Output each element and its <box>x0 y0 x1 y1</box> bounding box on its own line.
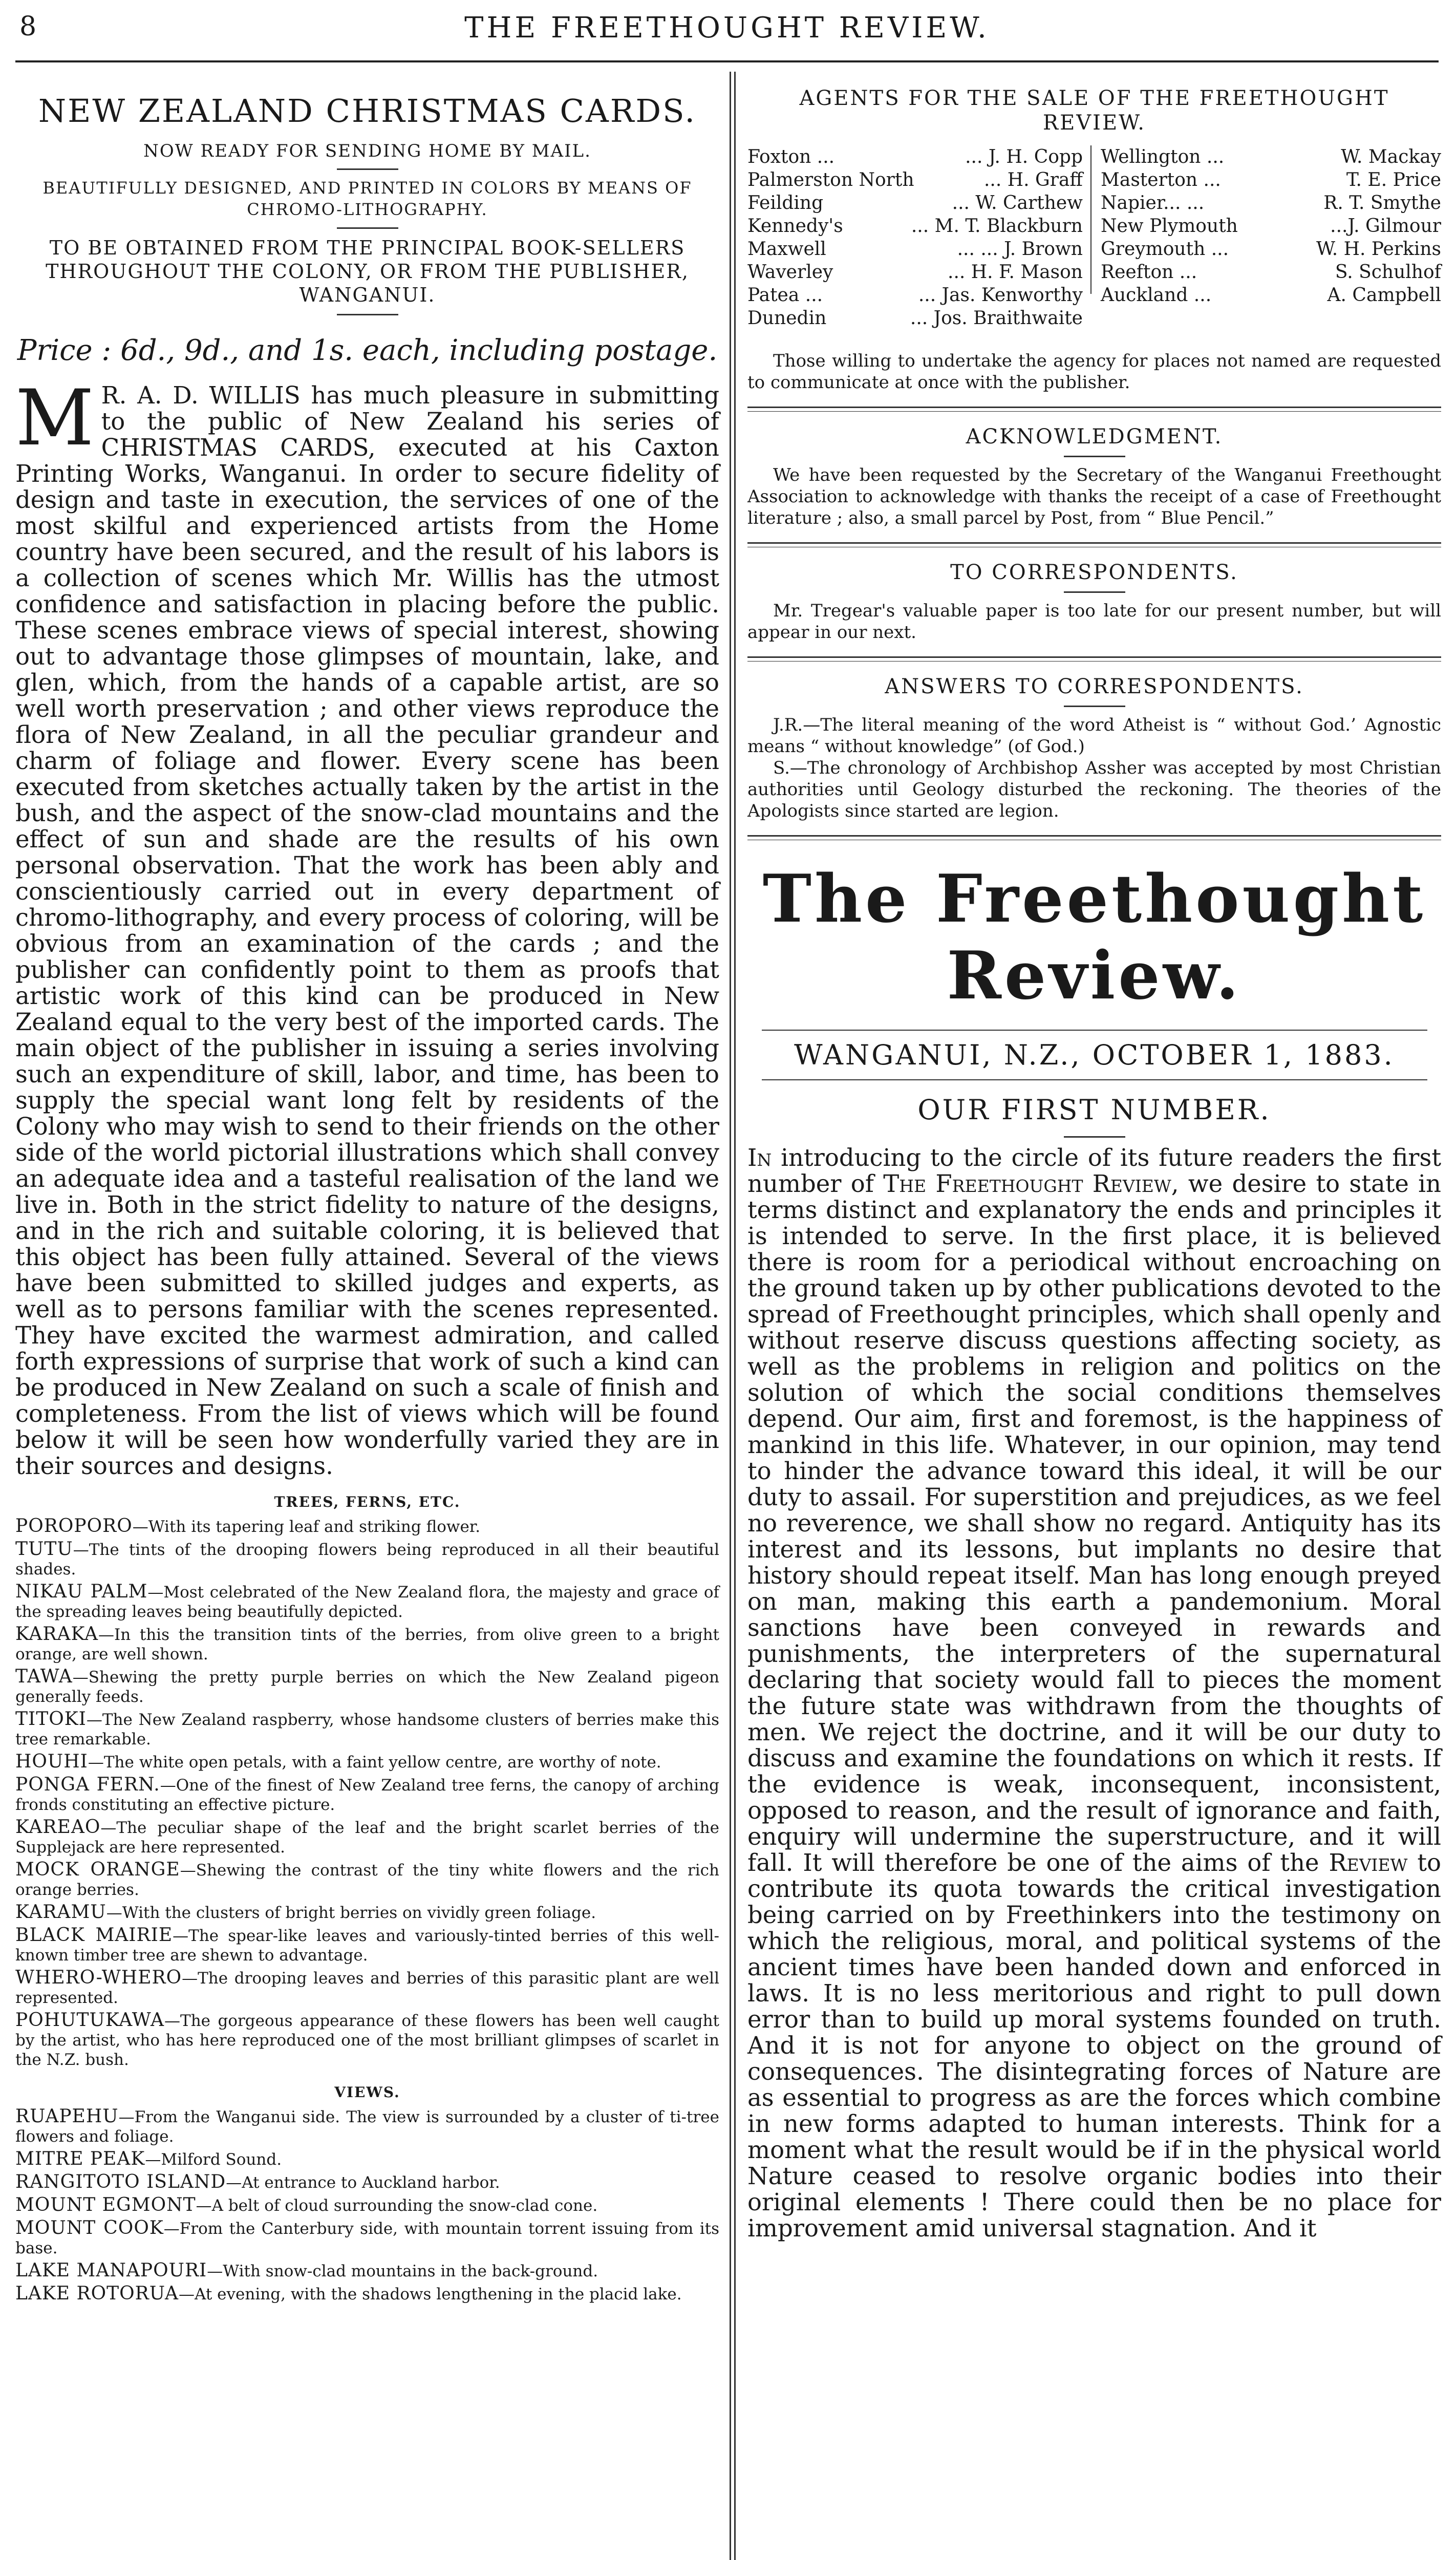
agent-place: New Plymouth <box>1101 216 1238 237</box>
journal-name: The Freethought Review, <box>883 1170 1179 1198</box>
editorial-pre: introducing to the circle of its future readers the first number of <box>747 1144 1442 1198</box>
tree-item-name: POHUTUKAWA <box>15 2010 165 2031</box>
tree-item-desc: —Most celebrated of the New Zealand flora, the majesty and grace of the spreading leaves being beautifully depicted. <box>15 1583 720 1621</box>
correspondents-title: TO CORRESPONDENTS. <box>950 561 1238 584</box>
masthead-rule <box>762 1030 1427 1031</box>
short-rule <box>337 168 398 170</box>
tree-item-name: PONGA FERN. <box>15 1774 160 1795</box>
tree-item <box>15 1625 719 1664</box>
view-item <box>15 2172 719 2192</box>
views-list-title: VIEWS. <box>334 2084 400 2101</box>
tree-item-desc: —With its tapering leaf and striking flower. <box>132 1518 481 1536</box>
agent-name: ...J. Gilmour <box>1330 216 1441 237</box>
left-column <box>15 72 719 2307</box>
tree-item <box>15 1667 719 1706</box>
agent-name: ... H. F. Mason <box>948 262 1083 283</box>
agent-row <box>1101 191 1441 215</box>
tree-item-name: WHERO-WHERO <box>15 1967 182 1988</box>
short-rule <box>1064 591 1125 593</box>
agent-name: ... J. H. Copp <box>965 146 1083 167</box>
view-item-desc: —At entrance to Auckland harbor. <box>226 2173 500 2192</box>
review-name: Review <box>1329 1849 1408 1876</box>
tree-item-name: KARAKA <box>15 1624 98 1645</box>
view-item-name: RUAPEHU <box>15 2106 119 2127</box>
agent-row <box>747 215 1083 238</box>
view-item <box>15 2218 719 2258</box>
tree-item-name: KAREAO <box>15 1817 101 1838</box>
tree-item-desc: —With the clusters of bright berries on vividly green foliage. <box>106 1904 596 1922</box>
agent-name: A. Campbell <box>1327 285 1441 306</box>
agent-row <box>1101 284 1441 307</box>
page-number: 8 <box>19 11 37 42</box>
agent-place: Foxton ... <box>747 146 835 167</box>
agent-place: Napier... ... <box>1101 193 1205 214</box>
running-head <box>15 11 1439 45</box>
answer-s: S.—The chronology of Archbishop Assher was accepted by most Christian authorities until Geology disturbed the reckoning. The theories of the Apologists since started are legion. <box>747 758 1441 821</box>
tree-item-name: BLACK MAIRIE <box>15 1925 173 1946</box>
short-rule <box>337 314 398 315</box>
view-item-name: LAKE MANAPOURI <box>15 2260 207 2281</box>
tree-item-name: POROPORO <box>15 1516 133 1537</box>
tree-item-desc: —The tints of the drooping flowers being reproduced in all their beautiful shades. <box>15 1541 719 1578</box>
price-line: Price : 6d., 9d., and 1s. each, including postage. <box>17 334 718 367</box>
short-rule <box>337 227 398 229</box>
header-rule <box>15 60 1439 62</box>
agent-row <box>747 238 1083 261</box>
agent-place: Waverley <box>747 262 833 283</box>
acknowledgment-text: We have been requested by the Secretary of the Wanganui Freethought Association to acknowledge with thanks the receipt of a case of Freethought literature ; also, a small parcel by Post, from “ Blue Pencil.” <box>747 465 1441 528</box>
tree-item-desc: —The spear-like leaves and variously-tinted berries of this well-known timber tree are shewn to advantage. <box>15 1927 719 1965</box>
editorial-text: we desire to state in terms distinct and explanatory the ends and principles it is intended to serve. In the first place, it is believed there is room for a periodical without encroaching on the ground taken up by other publications devoted to the spread of Freethought principles, which shall openly and without reserve discuss questions affecting society, as well as the problems in religion and politics on the solution of which the social conditions themselves depend. Our aim, first and foremost, is the happiness of mankind in this life. Whatever, in our opinion, may tend to hinder the advance toward this ideal, it will be our duty to assail. For superstition and prejudices, as we feel no reverence, we shall show no regard. Antiquity has its interest and its lessons, but implants no desire that history should repeat itself. Man has long enough preyed on man, making this earth a pandemonium. Moral sanctions have been conveyed in rewards and punishments, the interpreters of the supernatural declaring that society would fall to pieces the moment the future state was withdrawn from the thoughts of men. We reject the doctrine, and it will be our duty to discuss and examine the foundations on which it rests. If the evidence is weak, inconsequent, inconsistent, opposed to reason, and the result of ignorance and faith, enquiry will undermine the superstructure, and it will fall. It will therefore be one of the aims of the <box>747 1170 1442 1876</box>
trees-list-title: TREES, FERNS, ETC. <box>274 1494 461 1510</box>
tree-item <box>15 2011 719 2070</box>
view-item-desc: —At evening, with the shadows lengthening in the placid lake. <box>179 2285 682 2303</box>
masthead-rule <box>762 1079 1427 1080</box>
agent-place: Feilding <box>747 193 824 214</box>
tree-item-desc: —Shewing the pretty purple berries on which the New Zealand pigeon generally feeds. <box>15 1668 719 1706</box>
column-divider <box>734 72 736 2560</box>
tree-item-desc: —Shewing the contrast of the tiny white flowers and the rich orange berries. <box>15 1861 719 1899</box>
agents-left-column <box>747 145 1083 330</box>
christmas-ad-body <box>15 374 719 1480</box>
view-item <box>15 2261 719 2281</box>
editorial-body <box>747 1145 1441 2242</box>
agent-place: Masterton ... <box>1101 169 1221 190</box>
agent-place: Reefton ... <box>1101 262 1197 283</box>
agents-divider <box>1090 145 1091 294</box>
agent-place: Patea ... <box>747 285 823 306</box>
answers-title: ANSWERS TO CORRESPONDENTS. <box>885 675 1304 698</box>
tree-item <box>15 1710 719 1749</box>
column-divider <box>730 72 731 2560</box>
tree-item <box>15 1517 719 1537</box>
tree-item <box>15 1860 719 1900</box>
agent-name: ... M. T. Blackburn <box>911 216 1083 237</box>
short-rule <box>1064 456 1125 457</box>
agent-name: ... Jas. Kenworthy <box>918 285 1083 306</box>
tree-item-desc: —One of the finest of New Zealand tree ferns, the canopy of arching fronds constituting an effective picture. <box>15 1776 719 1814</box>
agents-note: Those willing to undertake the agency for places not named are requested to communicate at once with the publisher. <box>747 351 1441 393</box>
agents-table <box>747 145 1441 350</box>
acknowledgment-title: ACKNOWLEDGMENT. <box>966 425 1223 449</box>
agent-row <box>747 145 1083 168</box>
views-list <box>15 2107 719 2304</box>
view-item-name: LAKE ROTORUA <box>15 2283 179 2304</box>
agent-row <box>1101 145 1441 168</box>
agent-place: Palmerston North <box>747 169 914 190</box>
view-item-desc: —Milford Sound. <box>145 2150 282 2169</box>
agent-row <box>1101 215 1441 238</box>
agent-place: Kennedy's <box>747 216 843 237</box>
tree-item-name: TUTU <box>15 1539 73 1560</box>
view-item <box>15 2107 719 2146</box>
agent-name: ... Jos. Braithwaite <box>910 308 1083 329</box>
short-rule <box>1064 706 1125 707</box>
view-item-name: RANGITOTO ISLAND <box>15 2171 226 2192</box>
dateline: WANGANUI, N.Z., OCTOBER 1, 1883. <box>794 1039 1395 1071</box>
agent-row <box>1101 261 1441 284</box>
view-item-desc: —From the Canterbury side, with mountain torrent issuing from its base. <box>15 2220 719 2257</box>
tree-item <box>15 1926 719 1965</box>
view-item-name: MITRE PEAK <box>15 2148 145 2169</box>
answer-jr: J.R.—The literal meaning of the word Atheist is “ without God.’ Agnostic means “ without knowledge” (of God.) <box>747 715 1441 757</box>
tree-item <box>15 1818 719 1857</box>
tree-item <box>15 1903 719 1923</box>
agent-name: W. H. Perkins <box>1316 239 1441 260</box>
agents-title: AGENTS FOR THE SALE OF THE FREETHOUGHT REVIEW. <box>799 87 1389 135</box>
agent-name: W. Mackay <box>1341 146 1441 167</box>
tree-item-desc: —The gorgeous appearance of these flowers has been well caught by the artist, who has here reproduced one of the most brilliant glimpses of scarlet in the N.Z. bush. <box>15 2012 719 2069</box>
christmas-cards-heading: NEW ZEALAND CHRISTMAS CARDS. <box>38 92 697 130</box>
tree-item-desc: —The peculiar shape of the leaf and the bright scarlet berries of the Supplejack are here represented. <box>15 1819 719 1857</box>
tree-item-desc: —The New Zealand raspberry, whose handsome clusters of berries make this tree remarkable. <box>15 1711 719 1748</box>
correspondents-text: Mr. Tregear's valuable paper is too late for our present number, but will appear in our next. <box>747 601 1441 643</box>
view-item <box>15 2149 719 2169</box>
agent-place: Dunedin <box>747 308 827 329</box>
christmas-ad-text: R. A. D. WILLIS has much pleasure in submitting to the public of New Zealand his series of CHRISTMAS CARDS, executed at his Caxton Printing Works, Wanganui. In order to secure fidelity of design and taste in execution, the services of one of the most skilful and experienced artists from the Home country have been secured, and the result of his labors is a collection of scenes which Mr. Willis has the utmost confidence and satisfaction in placing before the public. These scenes embrace views of special interest, showing out to advantage those glimpses of mountain, lake, and glen, which, from the hands of a capable artist, are so well worth preservation ; and other views reproduce the flora of New Zealand, in all the peculiar grandeur and charm of foliage and flower. Every scene has been executed from sketches actually taken by the artist in the bush, and the aspect of the snow-clad mountains and the effect of sun and shade are the results of his own personal observation. That the work has been ably and conscientiously carried out in every department of chromo-lithography, and every process of coloring, will be obvious from an examination of the cards ; and the publisher can confidently point to them as proofs that artistic work of this kind can be produced in New Zealand equal to the very best of the imported cards. The main object of the publisher in issuing a series involving such an expenditure of skill, labor, and time, has been to supply the special want long felt by residents of the Colony who may wish to send to their friends on the other side of the world pictorial illustrations which shall convey an adequate idea and a tasteful realisation of the land we live in. Both in the strict fidelity to nature of the designs, and in the rich and suitable coloring, it is believed that this object has been fully attained. Several of the views have been submitted to skilled judges and experts, as well as to persons familiar with the scenes represented. They have excited the warmest admiration, and called forth expressions of surprise that work of such a kind can be produced in New Zealand on such a scale of finish and completeness. From the list of views which will be found below it will be seen how wonderfully varied they are in their sources and designs. <box>15 381 719 1480</box>
agent-row <box>747 261 1083 284</box>
agent-place: Greymouth ... <box>1101 239 1229 260</box>
tree-item <box>15 1752 719 1772</box>
editorial-text-continued: to contribute its quota towards the critical investigation being carried on by Freethinkers into the testimony on which the religious, moral, and political systems of the ancient times have been handed down and enforced in laws. It is no less meritorious and right to pull down error than to build up moral systems founded on truth. And it is not for anyone to object on the ground of consequences. The disintegrating forces of Nature are as essential to progress as are the forces which combine in new forms adapted to human interests. Think for a moment what the result would be if in the physical world Nature ceased to resolve organic bodies into their original elements ! There could then be no place for improvement amid universal stagnation. And it <box>747 1849 1442 2242</box>
tree-item-desc: —In this the transition tints of the berries, from olive green to a bright orange, are well shown. <box>15 1626 719 1663</box>
tree-item <box>15 1775 719 1815</box>
agent-row <box>1101 168 1441 191</box>
agent-name: ... W. Carthew <box>952 193 1083 214</box>
tree-item-name: KARAMU <box>15 1902 106 1923</box>
tree-item-name: TAWA <box>15 1666 73 1687</box>
agent-place: Auckland ... <box>1101 285 1212 306</box>
tree-item-name: NIKAU PALM <box>15 1581 148 1602</box>
editorial-lead: In <box>747 1144 772 1171</box>
tree-item-name: MOCK ORANGE <box>15 1859 180 1880</box>
agent-name: S. Schulhof <box>1335 262 1441 283</box>
obtain-line: TO BE OBTAINED FROM THE PRINCIPAL BOOK-SELLERS THROUGHOUT THE COLONY, OR FROM THE PUBLISHER, WANGANUI. <box>46 237 689 306</box>
editorial-title: OUR FIRST NUMBER. <box>917 1094 1271 1126</box>
ready-line: NOW READY FOR SENDING HOME BY MAIL. <box>143 141 591 161</box>
section-rule <box>747 542 1441 547</box>
agents-right-column <box>1101 145 1441 307</box>
journal-title: THE FREETHOUGHT REVIEW. <box>464 11 990 45</box>
agent-row <box>1101 238 1441 261</box>
tree-item <box>15 1968 719 2008</box>
tree-item <box>15 1540 719 1579</box>
agent-name: R. T. Smythe <box>1323 193 1441 214</box>
masthead-title: The Freethought Review. <box>762 861 1426 1014</box>
view-item <box>15 2284 719 2304</box>
view-item-desc: —From the Wanganui side. The view is surrounded by a cluster of ti-tree flowers and foliage. <box>15 2108 719 2146</box>
tree-item-name: TITOKI <box>15 1709 87 1730</box>
agent-place: Maxwell <box>747 239 826 260</box>
view-item-desc: —A belt of cloud surrounding the snow-clad cone. <box>196 2196 598 2215</box>
right-column <box>747 72 1441 2242</box>
agent-row <box>747 307 1083 330</box>
view-item-name: MOUNT COOK <box>15 2217 164 2238</box>
agent-name: ... ... J. Brown <box>957 239 1083 260</box>
tree-item-desc: —The white open petals, with a faint yellow centre, are worthy of note. <box>88 1753 661 1772</box>
agent-place: Wellington ... <box>1101 146 1225 167</box>
view-item <box>15 2195 719 2215</box>
view-item-name: MOUNT EGMONT <box>15 2194 196 2215</box>
trees-list <box>15 1517 719 2070</box>
agent-row <box>747 191 1083 215</box>
tree-item-desc: —The drooping leaves and berries of this parasitic plant are well represented. <box>15 1969 719 2007</box>
agent-name: T. E. Price <box>1346 169 1441 190</box>
agent-row <box>747 168 1083 191</box>
section-rule <box>747 835 1441 840</box>
tree-item-name: HOUHI <box>15 1751 88 1772</box>
agent-row <box>747 284 1083 307</box>
section-rule <box>747 407 1441 412</box>
drop-cap: M <box>15 374 94 463</box>
printed-line: BEAUTIFULLY DESIGNED, AND PRINTED IN COLORS BY MEANS OF CHROMO-LITHOGRAPHY. <box>42 178 692 219</box>
tree-item <box>15 1582 719 1622</box>
agent-name: ... H. Graff <box>983 169 1083 190</box>
section-rule <box>747 656 1441 662</box>
short-rule <box>1064 1136 1125 1138</box>
view-item-desc: —With snow-clad mountains in the back-ground. <box>207 2262 598 2280</box>
